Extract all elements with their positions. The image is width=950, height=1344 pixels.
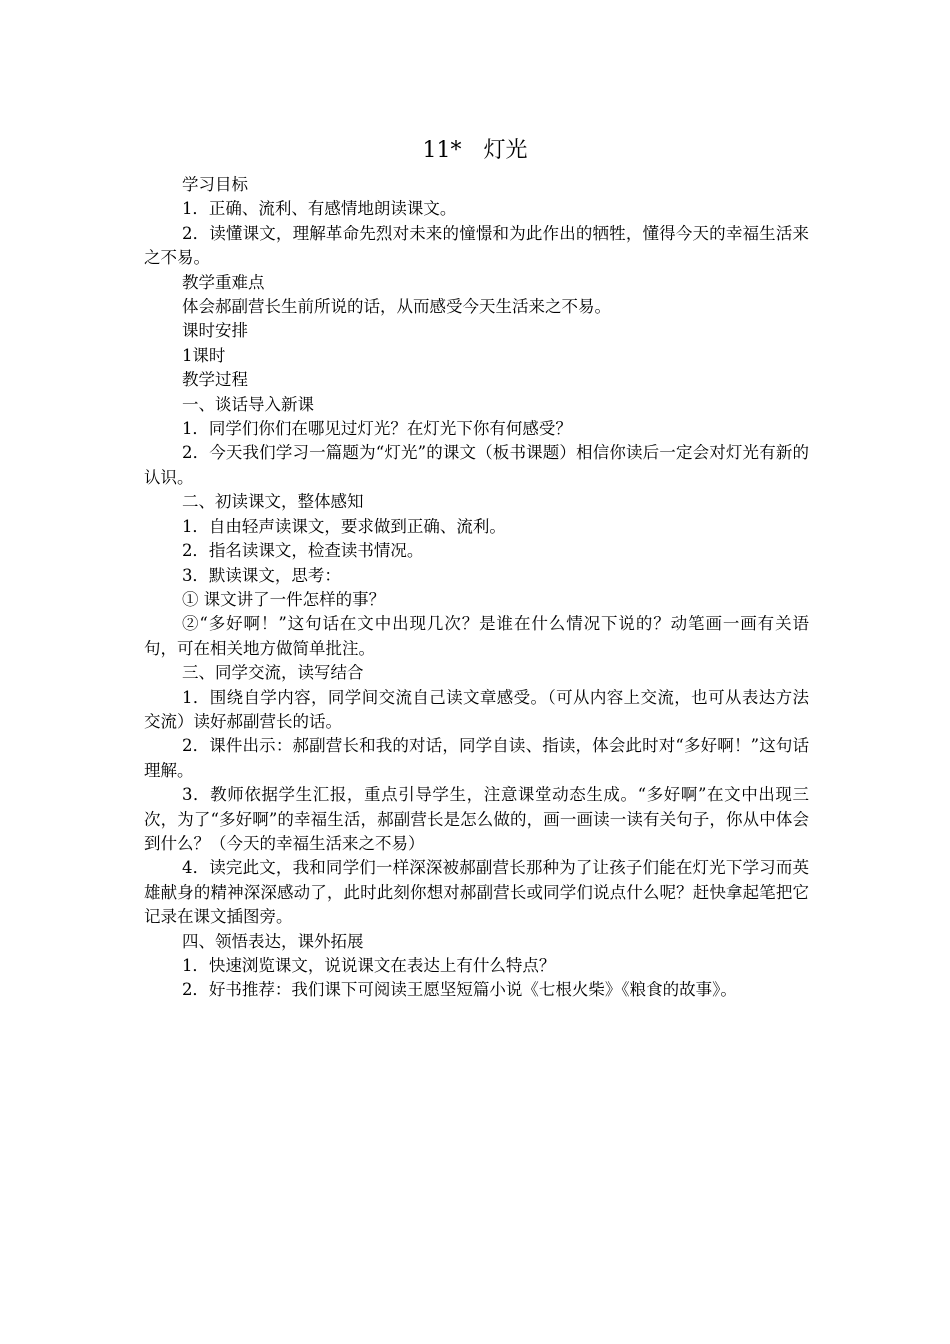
heading-process: 教学过程: [181, 370, 248, 390]
question-item: ① 课文讲了一件怎样的事？: [181, 589, 386, 609]
section-heading: 二、初读课文，整体感知: [181, 492, 364, 512]
step-item: 2．好书推荐：我们课下可阅读王愿坚短篇小说《七根火柴》《粮食的故事》。: [181, 980, 737, 1000]
step-item: 1．围绕自学内容，同学间交流自己读文章感受。（可从内容上交流，也可从表达方法交流）读好郝副营长的话。: [144, 687, 809, 731]
step-item: 2．指名读课文，检查读书情况。: [181, 541, 424, 561]
step-item: 2．今天我们学习一篇题为“灯光”的课文（板书课题）相信你读后一定会对灯光有新的认识。: [144, 443, 809, 487]
step-item: 3．教师依据学生汇报，重点引导学生，注意课堂动态生成。“多好啊”在文中出现三次，为了“多好啊”的幸福生活，郝副营长是怎么做的，画一画读一读有关句子，你从中体会到什么？（今天的幸福生活来之不易）: [144, 785, 809, 853]
section-heading: 三、同学交流，读写结合: [181, 663, 364, 683]
objective-item: 1．正确、流利、有感情地朗读课文。: [181, 199, 457, 219]
objective-item: 2．读懂课文，理解革命先烈对未来的憧憬和为此作出的牺牲，懂得今天的幸福生活来之不易。: [144, 223, 809, 268]
document-title: 11* 灯光: [422, 138, 528, 163]
schedule-text: 1课时: [181, 345, 226, 365]
heading-objectives: 学习目标: [181, 175, 248, 194]
step-item: 2．课件出示：郝副营长和我的对话，同学自读、指读，体会此时对“多好啊！”这句话理解。: [144, 736, 809, 780]
section-heading: 四、领悟表达，课外拓展: [181, 931, 364, 951]
step-item: 1．快速浏览课文，说说课文在表达上有什么特点？: [181, 956, 556, 975]
key-points-text: 体会郝副营长生前所说的话，从而感受今天生活来之不易。: [181, 297, 611, 317]
step-item: 1．同学们你们在哪见过灯光？在灯光下你有何感受？: [181, 419, 572, 439]
heading-key-points: 教学重难点: [181, 272, 265, 292]
document-body: [144, 173, 809, 1003]
step-item: 3．默读课文，思考：: [181, 565, 341, 585]
question-item: ②“多好啊！”这句话在文中出现几次？是谁在什么情况下说的？动笔画一画有关语句，可在相关地方做简单批注。: [144, 614, 809, 658]
step-item: 4．读完此文，我和同学们一样深深被郝副营长那种为了让孩子们能在灯光下学习而英雄献身的精神深深感动了，此时此刻你想对郝副营长或同学们说点什么呢？赶快拿起笔把它记录在课文插图旁。: [144, 858, 809, 927]
section-heading: 一、谈话导入新课: [181, 394, 314, 414]
heading-schedule: 课时安排: [181, 321, 248, 341]
step-item: 1．自由轻声读课文，要求做到正确、流利。: [181, 516, 506, 536]
